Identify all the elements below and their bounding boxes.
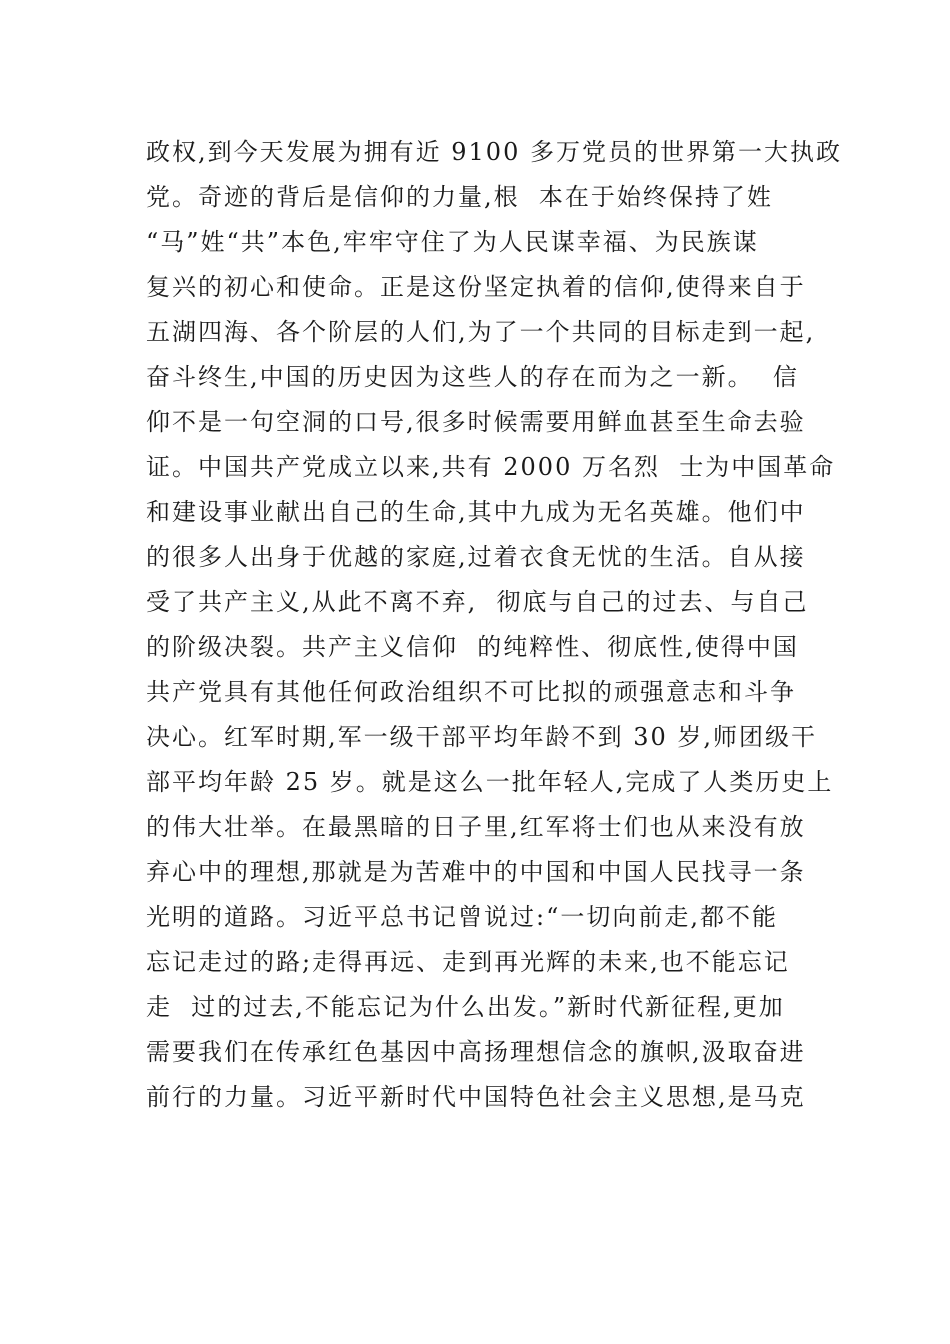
text-line: 五湖四海、各个阶层的人们,为了一个共同的目标走到一起, [146, 318, 816, 346]
text-line: 决心。红军时期,军一级干部平均年龄不到 30 岁,师团级干 [146, 723, 818, 751]
text-line: 政权,到今天发展为拥有近 9100 多万党员的世界第一大执政 [146, 138, 842, 166]
text-line: 党。奇迹的背后是信仰的力量,根 本在于始终保持了姓 [146, 183, 773, 211]
text-line: 的伟大壮举。在最黑暗的日子里,红军将士们也从来没有放 [146, 813, 806, 841]
text-line: 证。中国共产党成立以来,共有 2000 万名烈 士为中国革命 [146, 453, 836, 481]
text-line: 部平均年龄 25 岁。就是这么一批年轻人,完成了人类历史上 [146, 768, 834, 796]
body-text [146, 130, 842, 1120]
text-line: 复兴的初心和使命。正是这份坚定执着的信仰,使得来自于 [146, 273, 806, 301]
text-line: 需要我们在传承红色基因中高扬理想信念的旗帜,汲取奋进 [146, 1038, 806, 1066]
text-line: 受了共产主义,从此不离不弃, 彻底与自己的过去、与自己 [146, 588, 809, 616]
text-line: 忘记走过的路;走得再远、走到再光辉的未来,也不能忘记 [146, 948, 790, 976]
text-line: 奋斗终生,中国的历史因为这些人的存在而为之一新。 信 [146, 363, 799, 391]
text-line: 前行的力量。习近平新时代中国特色社会主义思想,是马克 [146, 1083, 806, 1111]
text-line: “马”姓“共”本色,牢牢守住了为人民谋幸福、为民族谋 [146, 228, 759, 256]
text-line: 共产党具有其他任何政治组织不可比拟的顽强意志和斗争 [146, 678, 796, 706]
text-line: 弃心中的理想,那就是为苦难中的中国和中国人民找寻一条 [146, 858, 806, 886]
text-line: 仰不是一句空洞的口号,很多时候需要用鲜血甚至生命去验 [146, 408, 806, 436]
text-line: 光明的道路。习近平总书记曾说过:“一切向前走,都不能 [146, 903, 778, 931]
text-line: 的阶级决裂。共产主义信仰 的纯粹性、彻底性,使得中国 [146, 633, 799, 661]
text-line: 走 过的过去,不能忘记为什么出发。”新时代新征程,更加 [146, 993, 785, 1021]
text-line: 和建设事业献出自己的生命,其中九成为无名英雄。他们中 [146, 498, 806, 526]
text-line: 的很多人出身于优越的家庭,过着衣食无忧的生活。自从接 [146, 543, 806, 571]
